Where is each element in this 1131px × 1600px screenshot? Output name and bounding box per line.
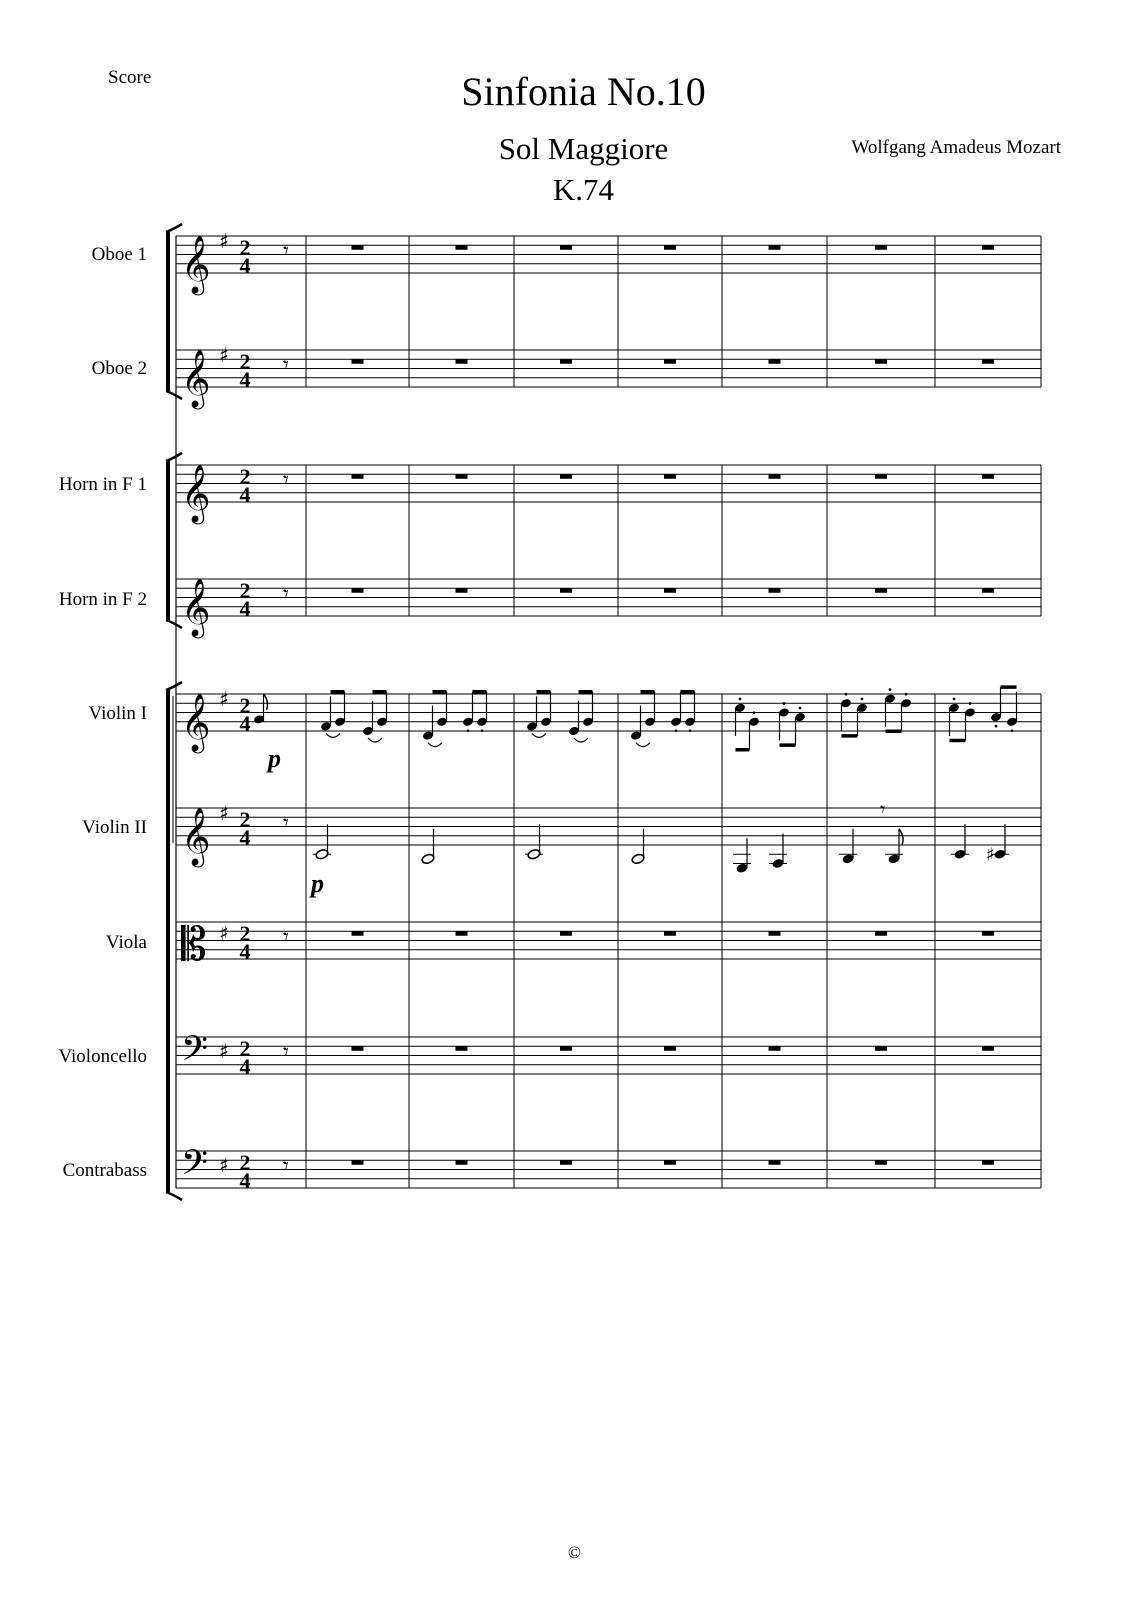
whole-rest-icon [769, 931, 781, 936]
bass-clef-icon: 𝄢 [181, 1142, 209, 1191]
time-signature-bottom: 4 [239, 253, 251, 278]
whole-rest-icon [352, 1160, 364, 1165]
whole-rest-icon [456, 588, 468, 593]
dynamic-piano-violin-1: p [268, 744, 281, 773]
whole-rest-icon [352, 245, 364, 250]
whole-rest-icon [982, 359, 994, 364]
slur [326, 733, 340, 737]
staccato-dot [675, 729, 678, 732]
whole-rest-icon [982, 1160, 994, 1165]
whole-rest-icon [875, 588, 887, 593]
whole-rest-icon [664, 1160, 676, 1165]
slur [428, 743, 442, 747]
key-signatures [219, 229, 229, 1177]
copyright-symbol: © [568, 1543, 581, 1562]
staccato-dot [969, 702, 972, 705]
eighth-rest-icon: 𝄾 [283, 1154, 289, 1179]
time-signature-bottom: 4 [239, 1054, 251, 1079]
whole-rest-icon [982, 245, 994, 250]
whole-rest-icon [875, 474, 887, 479]
whole-rest-icon [982, 931, 994, 936]
whole-rest-icon [560, 588, 572, 593]
whole-rest-icon [875, 1046, 887, 1051]
instrument-label-horn-2: Horn in F 2 [58, 589, 147, 610]
eighth-rest-icon: 𝄾 [283, 1040, 289, 1065]
whole-rest-icon [982, 588, 994, 593]
clefs [181, 235, 211, 1191]
instrument-label-violoncello: Violoncello [58, 1046, 147, 1067]
whole-rest-icon [456, 245, 468, 250]
instrument-label-horn-1: Horn in F 1 [58, 474, 147, 495]
treble-clef-icon: 𝄞 [181, 349, 211, 407]
sharp-icon: ♯ [219, 801, 229, 825]
whole-rest-icon [875, 359, 887, 364]
time-signature-bottom: 4 [239, 1168, 251, 1193]
whole-rest-icon [456, 1160, 468, 1165]
sharp-icon: ♯ [219, 229, 229, 253]
oboe-bracket-bottom [166, 391, 182, 399]
whole-rest-icon [982, 474, 994, 479]
whole-rest-icon [352, 359, 364, 364]
staccato-dot [953, 697, 956, 700]
score-label: Score [108, 67, 152, 88]
eighth-rest-icon: 𝄾 [283, 468, 289, 493]
whole-rest-icon [769, 1046, 781, 1051]
whole-rest-icon [456, 474, 468, 479]
notes [253, 687, 1018, 874]
alto-clef-icon: 𝄡 [181, 917, 207, 971]
treble-clef-icon: 𝄞 [181, 578, 211, 636]
whole-rest-icon [456, 1046, 468, 1051]
whole-rest-icon [352, 931, 364, 936]
page-title: Sinfonia No.10 [461, 69, 706, 114]
dynamic-piano-violin-2: p [311, 869, 324, 898]
strings-bracket-bottom [166, 1192, 182, 1200]
whole-rest-icon [769, 474, 781, 479]
eighth-rest-icon: 𝄾 [880, 797, 886, 821]
oboe-bracket-top [166, 224, 182, 232]
whole-rest-icon [352, 474, 364, 479]
time-signature-top: 2 [239, 235, 251, 260]
sharp-icon: ♯ [219, 921, 229, 945]
oboe-bracket [166, 232, 170, 391]
horn-bracket [166, 461, 170, 620]
whole-rest-icon [875, 1160, 887, 1165]
time-signature-top: 2 [239, 807, 251, 832]
treble-clef-icon: 𝄞 [181, 464, 211, 522]
instrument-label-violin-2: Violin II [82, 817, 147, 838]
horn-bracket-top [166, 453, 182, 461]
whole-rest-icon [560, 474, 572, 479]
staccato-dot [481, 729, 484, 732]
sharp-icon: ♯ [219, 343, 229, 367]
whole-rest-icon [664, 245, 676, 250]
time-signature-top: 2 [239, 464, 251, 489]
catalog-number: K.74 [552, 172, 615, 207]
time-signature-bottom: 4 [239, 711, 251, 736]
strings-bracket [166, 690, 170, 1192]
whole-rest-icon [664, 931, 676, 936]
instrument-label-oboe-1: Oboe 1 [91, 244, 147, 265]
slur [636, 743, 650, 747]
staccato-dot [467, 729, 470, 732]
whole-rest-icon [456, 931, 468, 936]
eighth-rest-icon: 𝄾 [283, 811, 289, 836]
whole-rest-icon [875, 245, 887, 250]
time-signature-top: 2 [239, 1150, 251, 1175]
dynamics [266, 744, 324, 898]
whole-rest-icon [456, 359, 468, 364]
time-signature-bottom: 4 [239, 482, 251, 507]
sharp-icon: ♯ [986, 844, 995, 866]
staccato-dot [1011, 729, 1014, 732]
whole-rest-icon [769, 1160, 781, 1165]
time-signature-top: 2 [239, 693, 251, 718]
time-signatures [240, 235, 251, 1193]
instrument-label-oboe-2: Oboe 2 [91, 358, 147, 379]
whole-rest-icon [664, 359, 676, 364]
staccato-dot [905, 693, 908, 696]
bass-clef-icon: 𝄢 [181, 1028, 209, 1077]
time-signature-top: 2 [239, 1036, 251, 1061]
slur [368, 738, 382, 742]
slur [574, 738, 588, 742]
eighth-rest-icon: 𝄾 [283, 582, 289, 607]
whole-rest-icon [664, 1046, 676, 1051]
treble-clef-icon: 𝄞 [181, 693, 211, 751]
whole-rest-icon [560, 359, 572, 364]
rests [283, 239, 994, 1179]
instrument-label-contrabass: Contrabass [62, 1160, 147, 1181]
whole-rest-icon [769, 245, 781, 250]
time-signature-bottom: 4 [239, 367, 251, 392]
horn-bracket-bottom [166, 620, 182, 628]
whole-rest-icon [560, 931, 572, 936]
slur [532, 733, 546, 737]
whole-rest-icon [560, 1046, 572, 1051]
whole-rest-icon [560, 245, 572, 250]
sharp-icon: ♯ [219, 1039, 229, 1063]
treble-clef-icon: 𝄞 [181, 807, 211, 865]
eighth-rest-icon: 𝄾 [283, 353, 289, 378]
time-signature-top: 2 [239, 349, 251, 374]
time-signature-bottom: 4 [239, 825, 251, 850]
whole-rest-icon [664, 474, 676, 479]
time-signature-bottom: 4 [239, 939, 251, 964]
instrument-label-violin-1: Violin I [88, 703, 147, 724]
staccato-dot [995, 725, 998, 728]
treble-clef-icon: 𝄞 [181, 235, 211, 293]
staccato-dot [889, 688, 892, 691]
time-signature-top: 2 [239, 921, 251, 946]
instrument-label-viola: Viola [105, 932, 147, 953]
whole-rest-icon [769, 359, 781, 364]
eighth-rest-icon: 𝄾 [283, 925, 289, 950]
staccato-dot [739, 697, 742, 700]
staccato-dot [783, 702, 786, 705]
whole-rest-icon [982, 1046, 994, 1051]
subtitle: Sol Maggiore [498, 131, 669, 166]
staccato-dot [689, 729, 692, 732]
eighth-rest-icon: 𝄾 [283, 239, 289, 264]
sharp-icon: ♯ [219, 1153, 229, 1177]
staccato-dot [753, 711, 756, 714]
whole-rest-icon [664, 588, 676, 593]
whole-rest-icon [875, 931, 887, 936]
sharp-icon: ♯ [219, 687, 229, 711]
staccato-dot [861, 697, 864, 700]
staccato-dot [845, 693, 848, 696]
staccato-dot [799, 707, 802, 710]
whole-rest-icon [560, 1160, 572, 1165]
whole-rest-icon [352, 1046, 364, 1051]
strings-bracket-top [166, 682, 182, 690]
time-signature-top: 2 [239, 578, 251, 603]
time-signature-bottom: 4 [239, 596, 251, 621]
whole-rest-icon [769, 588, 781, 593]
composer-name: Wolfgang Amadeus Mozart [851, 137, 1061, 158]
whole-rest-icon [352, 588, 364, 593]
